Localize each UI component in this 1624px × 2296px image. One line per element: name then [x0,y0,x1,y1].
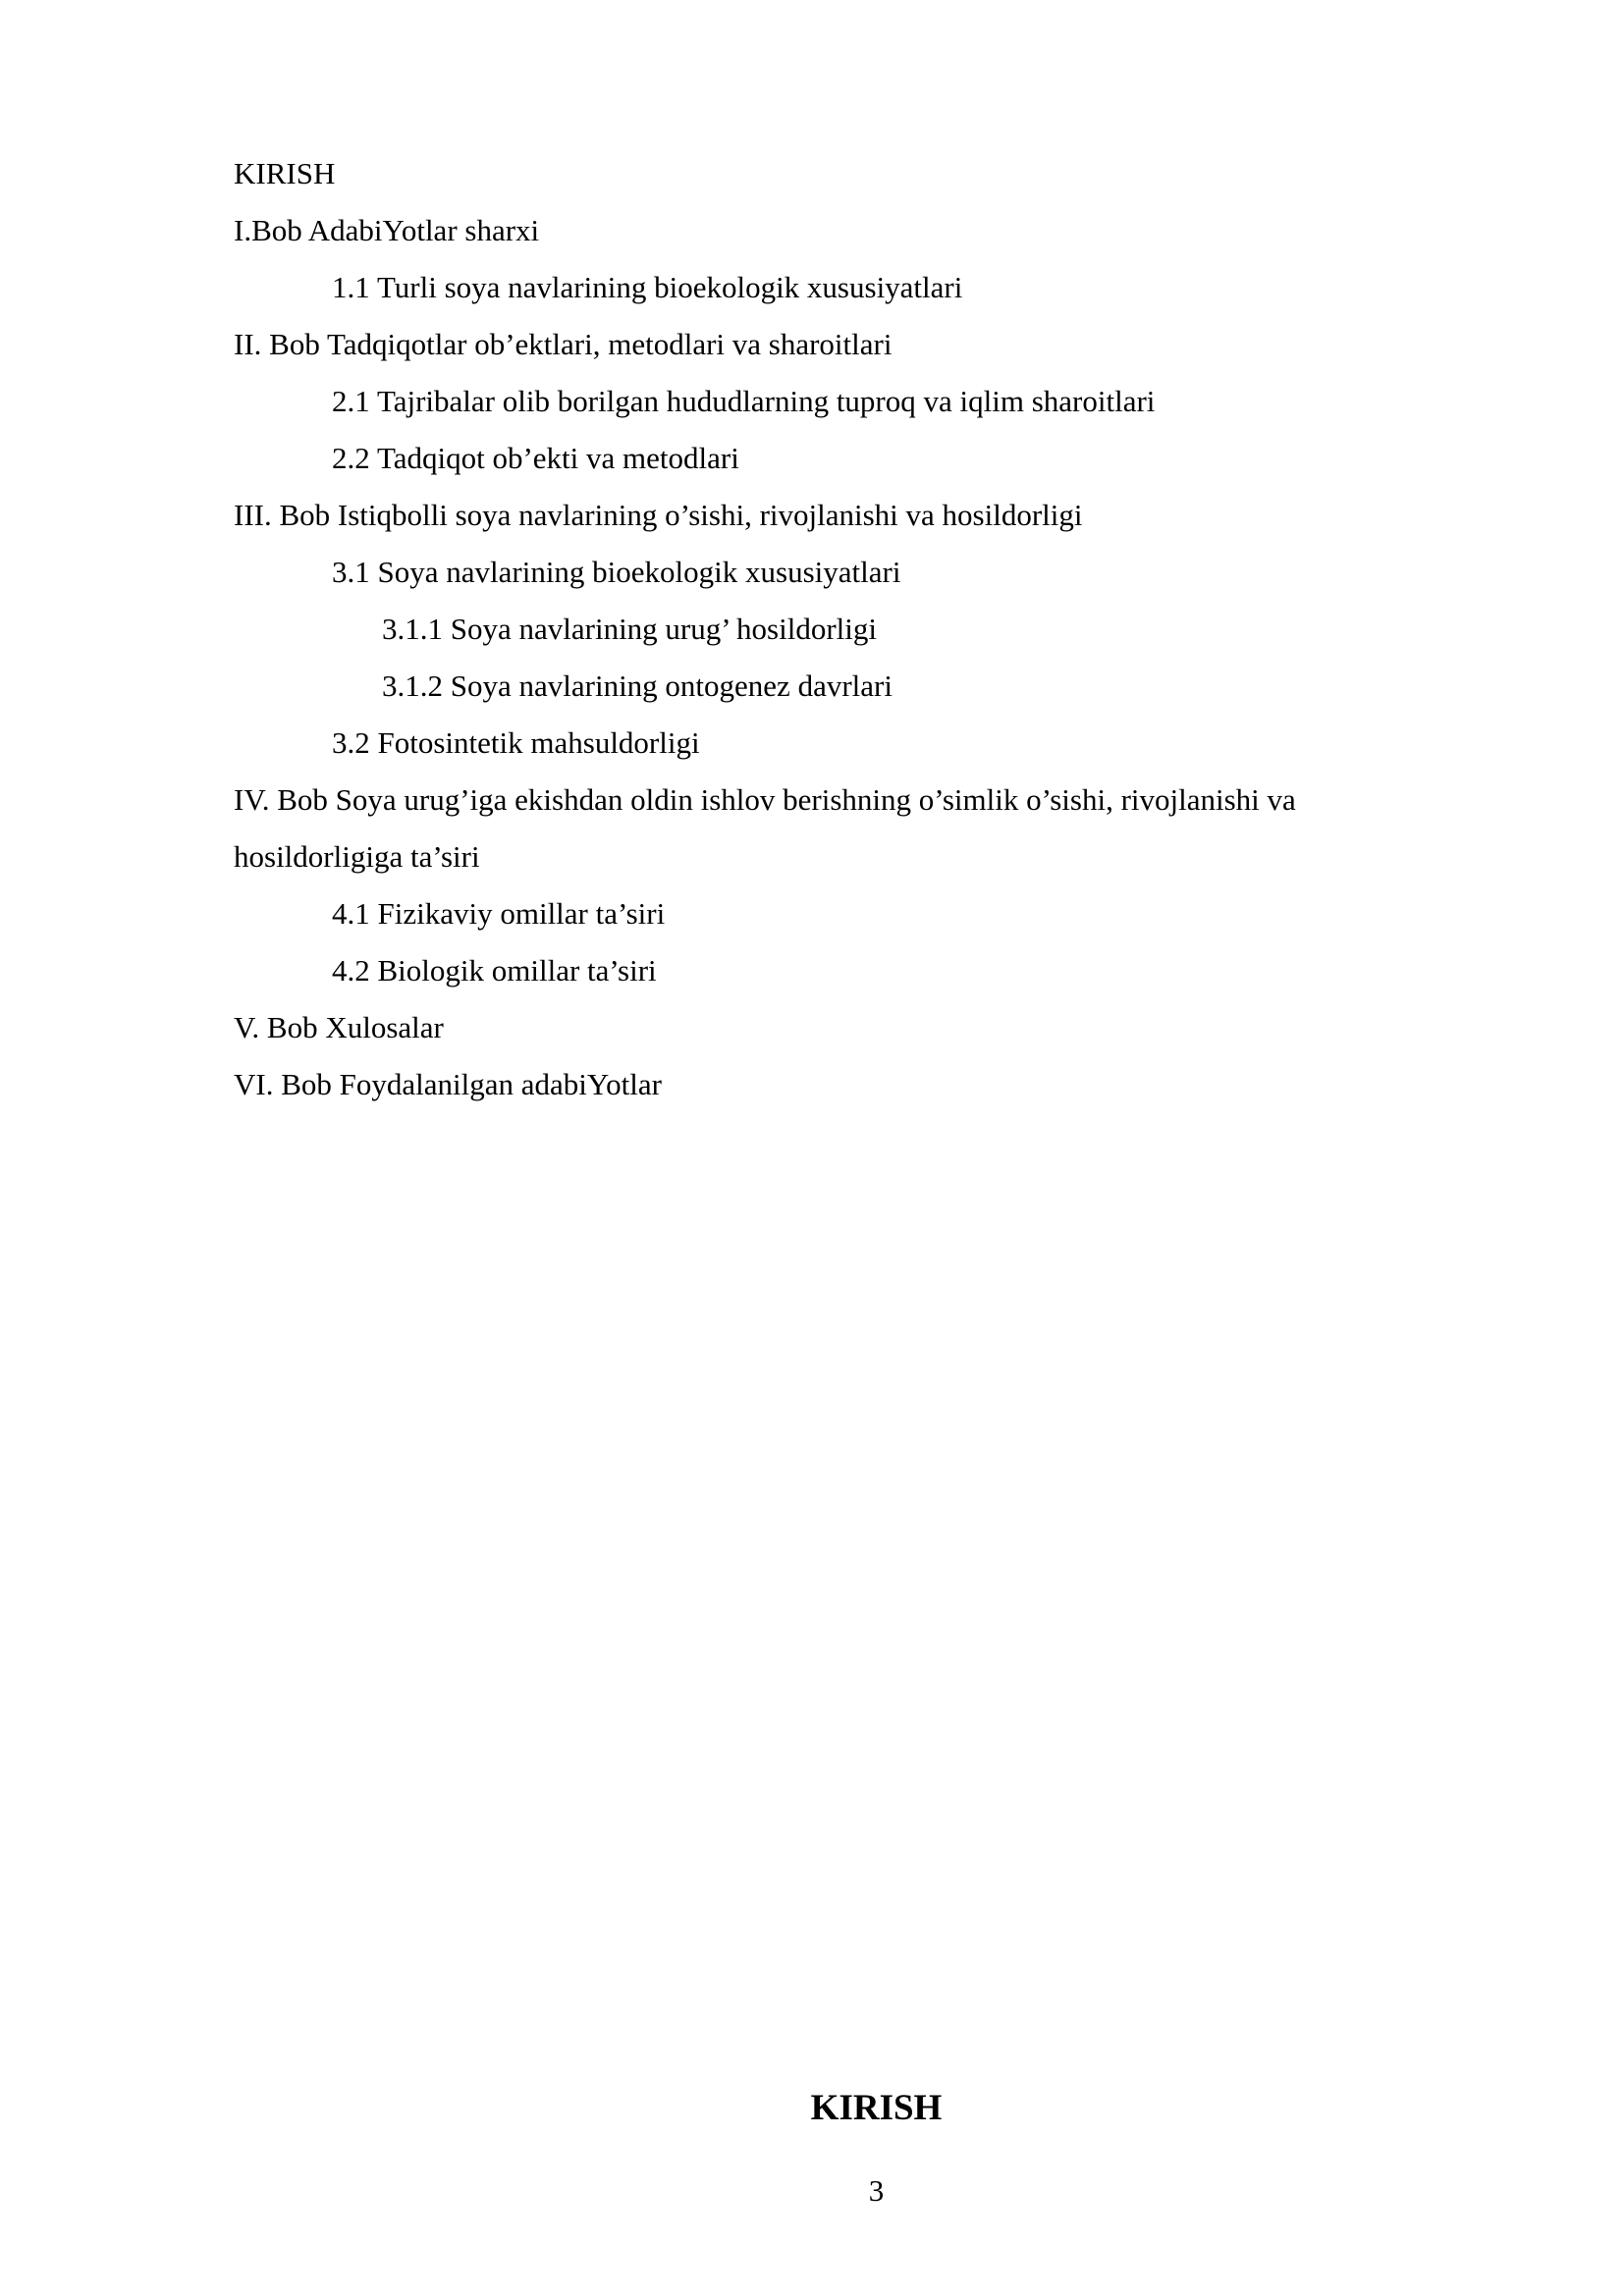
toc-entry-section-2-1: 2.1 Tajribalar olib borilgan hududlarning tuproq va iqlim sharoitlari [332,384,1156,418]
toc-entry-section-4-2: 4.2 Biologik omillar ta’siri [332,953,657,988]
section-heading: KIRISH [810,2088,943,2128]
toc-entry-section-3-1-1: 3.1.1 Soya navlarining urug’ hosildorligi [382,612,877,646]
toc-entry-introduction: KIRISH [234,156,336,190]
page-number: 3 [868,2173,885,2208]
toc-entry-chapter-1: I.Bob AdabiYotlar sharxi [234,213,540,247]
toc-entry-chapter-2: II. Bob Tadqiqotlar ob’ektlari, metodlari va sharoitlari [234,327,893,361]
toc-entry-chapter-4: IV. Bob Soya urug’iga ekishdan oldin ishlov berishning o’simlik o’sishi, rivojlanishi va hosildorligiga ta’siri [234,782,1296,874]
toc-entry-section-2-2: 2.2 Tadqiqot ob’ekti va metodlari [332,441,739,475]
toc-entry-section-4-1: 4.1 Fizikaviy omillar ta’siri [332,896,666,931]
toc-entry-section-1-1: 1.1 Turli soya navlarining bioekologik xususiyatlari [332,270,963,304]
toc-entry-section-3-1: 3.1 Soya navlarining bioekologik xususiyatlari [332,555,901,589]
toc-entry-chapter-5: V. Bob Xulosalar [234,1010,444,1044]
toc-entry-section-3-1-2: 3.1.2 Soya navlarining ontogenez davrlari [382,668,893,703]
toc-entry-chapter-3: III. Bob Istiqbolli soya navlarining o’sishi, rivojlanishi va hosildorligi [234,498,1083,532]
toc-entry-chapter-6: VI. Bob Foydalanilgan adabiYotlar [234,1067,662,1101]
table-of-contents [234,145,1441,1113]
toc-entry-section-3-2: 3.2 Fotosintetik mahsuldorligi [332,725,700,760]
